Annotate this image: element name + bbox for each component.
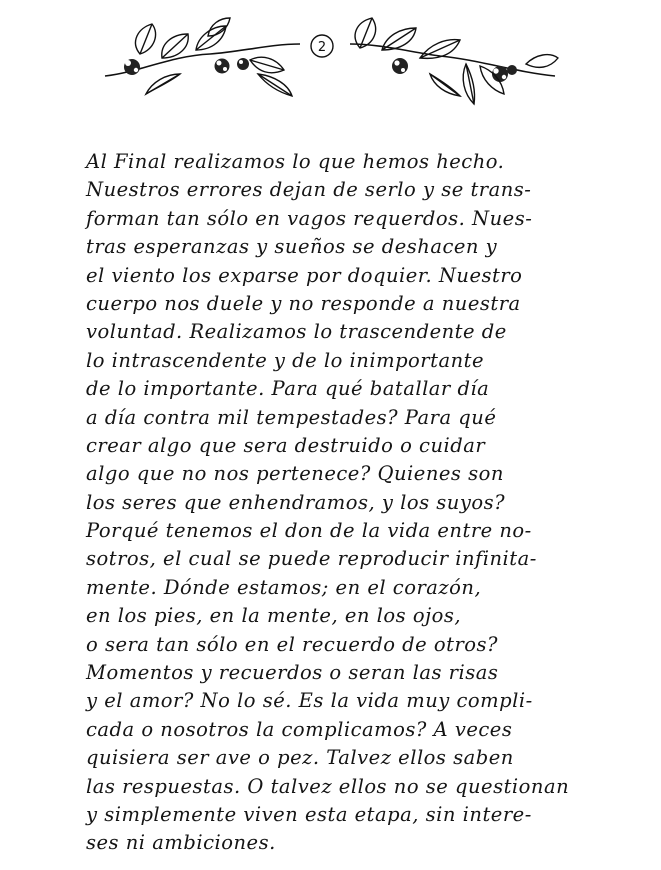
text-line: algo que no nos pertenece? Quienes son: [86, 462, 504, 486]
text-line: en los pies, en la mente, en los ojos,: [86, 604, 462, 628]
text-line: y simplemente viven esta etapa, sin intere-: [86, 802, 532, 826]
text-line: forman tan sólo en vagos requerdos. Nues-: [86, 206, 533, 230]
text-line: de lo importante. Para qué batallar día: [86, 377, 490, 401]
text-line: ses ni ambiciones.: [86, 831, 276, 855]
text-line: cada o nosotros la complicamos? A veces: [86, 717, 513, 741]
text-line: voluntad. Realizamos lo trascendente de: [86, 320, 507, 344]
text-line: crear algo que sera destruido o cuidar: [86, 433, 486, 457]
text-line: cuerpo nos duele y no responde a nuestra: [86, 291, 521, 315]
text-line: las respuestas. O talvez ellos no se questionan: [86, 774, 570, 798]
text-line: o sera tan sólo en el recuerdo de otros?: [86, 632, 498, 656]
text-line: tras esperanzas y sueños se deshacen y: [86, 235, 498, 259]
text-line: a día contra mil tempestades? Para qué: [86, 405, 497, 429]
text-line: Porqué tenemos el don de la vida entre no-: [86, 519, 532, 543]
text-line: el viento los exparse por doquier. Nuestro: [86, 263, 523, 287]
text-line: lo intrascendente y de lo inimportante: [86, 348, 485, 372]
vine-right: [350, 44, 555, 76]
text-line: Al Final realizamos lo que hemos hecho.: [86, 150, 505, 173]
floral-ornament: [100, 14, 560, 114]
leaves-right: [355, 18, 558, 104]
text-line: sotros, el cual se puede reproducir infinita-: [86, 547, 537, 571]
text-line: mente. Dónde estamos; en el corazón,: [86, 575, 482, 599]
page-number-badge: [311, 35, 333, 57]
page-number: 2: [317, 40, 327, 55]
text-line: Momentos y recuerdos o seran las risas: [86, 661, 499, 685]
handwritten-text: [86, 148, 606, 858]
text-line: y el amor? No lo sé. Es la vida muy compli-: [86, 689, 533, 713]
leaves-left: [136, 18, 292, 96]
text-line: quisiera ser ave o pez. Talvez ellos saben: [86, 746, 514, 770]
text-line: Nuestros errores dejan de serlo y se trans-: [86, 178, 532, 202]
berry-cluster-left: [124, 58, 249, 75]
text-line: los seres que enhendramos, y los suyos?: [86, 490, 506, 514]
